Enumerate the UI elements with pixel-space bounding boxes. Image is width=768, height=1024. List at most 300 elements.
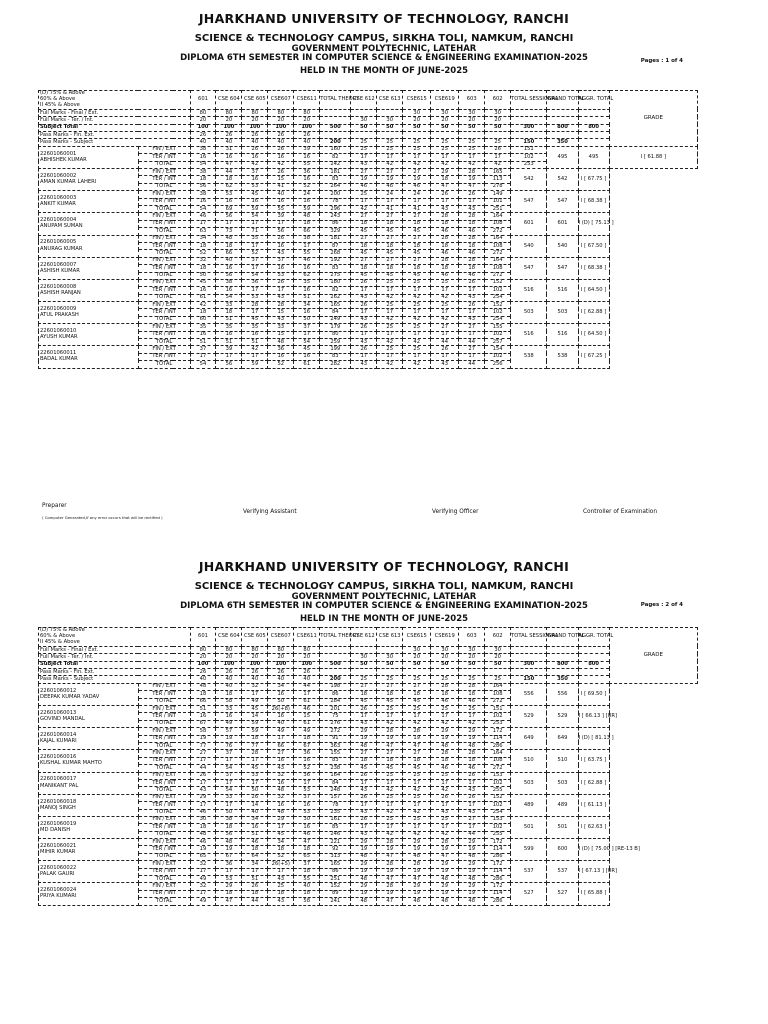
mark-cell: 42 xyxy=(377,316,403,323)
mark-cell: 51 xyxy=(216,316,242,323)
mark-cell: 44 xyxy=(431,339,459,346)
mark-cell: 48 xyxy=(294,213,320,220)
mark-cell: 276 xyxy=(320,720,351,727)
mark-cell: 36 xyxy=(216,861,242,868)
mark-cell: 17 xyxy=(431,802,459,809)
mark-cell: 51 xyxy=(216,339,242,346)
grade: I [ 61.88 ] xyxy=(609,146,697,168)
mark-cell: 48 xyxy=(459,898,485,905)
mark-cell: 17 xyxy=(351,198,377,205)
mark-cell: 254 xyxy=(485,294,511,301)
info-row-label: Pass Marks - Fin. Ext. xyxy=(39,132,191,139)
info-cell: 100 xyxy=(216,124,242,131)
mark-cell: 16 xyxy=(242,154,268,161)
mark-cell: 17 xyxy=(351,287,377,294)
mark-cell: 27 xyxy=(377,235,403,242)
info-cell: 25 xyxy=(377,139,403,146)
row-type-label: FIN / EXT xyxy=(138,346,190,353)
column-header: CSE615 xyxy=(403,91,431,110)
mark-cell: 25 xyxy=(403,794,431,801)
mark-cell: 17 xyxy=(351,802,377,809)
mark-cell: 48 xyxy=(351,742,377,749)
info-cell: 40 xyxy=(242,676,268,683)
mark-cell: 42 xyxy=(485,161,511,168)
mark-cell: 16 xyxy=(216,331,242,338)
mark-cell: 17 xyxy=(294,242,320,249)
mark-cell: 17 xyxy=(216,802,242,809)
mark-cell: 16 xyxy=(268,353,294,360)
mark-cell: 86 xyxy=(320,868,351,875)
grand-total: 556 xyxy=(511,683,547,705)
mark-cell: 26 xyxy=(268,279,294,286)
mark-cell: 37 xyxy=(190,346,216,353)
student-cell xyxy=(39,683,139,705)
mark-cell: 34 xyxy=(190,235,216,242)
grand-total: 516 xyxy=(511,279,547,301)
mark-cell: 17 xyxy=(216,868,242,875)
row-type-label: TOTAL xyxy=(138,228,190,235)
mark-cell: 17 xyxy=(190,890,216,897)
mark-cell: 31 xyxy=(216,146,242,153)
mark-cell: 52 xyxy=(294,183,320,190)
mark-cell: 26 xyxy=(459,772,485,779)
mark-cell: 46 xyxy=(294,257,320,264)
info-row xyxy=(39,139,698,146)
mark-cell: 160 xyxy=(320,146,351,153)
mark-cell: 18 xyxy=(294,890,320,897)
mark-cell: 33 xyxy=(216,706,242,713)
mark-cell: 45 xyxy=(403,765,431,772)
mark-cell: 34 xyxy=(294,302,320,309)
mark-cell: 29 xyxy=(431,169,459,176)
mark-cell: 45 xyxy=(403,272,431,279)
info-cell: 500 xyxy=(320,661,351,668)
mark-cell: 43 xyxy=(351,161,377,168)
info-cell: 50 xyxy=(377,124,403,131)
mark-cell: 82 xyxy=(320,154,351,161)
mark-cell: 33 xyxy=(268,324,294,331)
info-aggr-total xyxy=(578,669,609,676)
mark-cell: 18 xyxy=(431,691,459,698)
mark-cell: 45 xyxy=(377,698,403,705)
mark-cell: 47 xyxy=(403,742,431,749)
mark-cell: 19 xyxy=(351,176,377,183)
row-type-label: TER / INT xyxy=(138,713,190,720)
mark-cell: 38 xyxy=(216,279,242,286)
mark-cell: 17 xyxy=(459,353,485,360)
mark-cell: 45 xyxy=(377,250,403,257)
mark-cell: 19 xyxy=(431,846,459,853)
mark-cell: 241 xyxy=(320,898,351,905)
mark-cell: 28 xyxy=(459,683,485,690)
row-type-label: FIN / EXT xyxy=(138,257,190,264)
mark-cell: 45 xyxy=(351,765,377,772)
info-cell: 40 xyxy=(268,676,294,683)
mark-cell: 172 xyxy=(485,839,511,846)
mark-cell: 46 xyxy=(377,183,403,190)
mark-cell: 18 xyxy=(431,220,459,227)
mark-cell: 45 xyxy=(294,346,320,353)
mark-cell: 45 xyxy=(242,316,268,323)
mark-cell: 42 xyxy=(459,161,485,168)
info-cell xyxy=(511,132,547,139)
mark-cell: 66 xyxy=(294,228,320,235)
mark-cell: 45 xyxy=(377,228,403,235)
mark-cell: 43 xyxy=(431,361,459,368)
mark-cell: 108 xyxy=(485,242,511,249)
mark-cell: 53 xyxy=(242,294,268,301)
mark-cell: 29 xyxy=(459,839,485,846)
legend-line: (D) 75% & Above xyxy=(40,627,85,633)
info-cell: 100 xyxy=(190,124,216,131)
mark-cell: 45 xyxy=(268,831,294,838)
mark-cell: 53 xyxy=(216,876,242,883)
info-cell: 40 xyxy=(216,676,242,683)
row-type-label: FIN / EXT xyxy=(138,728,190,735)
info-cell: 100 xyxy=(242,124,268,131)
mark-cell: 27 xyxy=(403,257,431,264)
mark-cell: 18 xyxy=(403,265,431,272)
mark-cell: 272 xyxy=(485,272,511,279)
grand-total: 527 xyxy=(511,883,547,905)
aggr-total: 495 xyxy=(578,146,609,168)
info-grand-total xyxy=(547,669,578,676)
row-type-label: TOTAL xyxy=(138,853,190,860)
mark-cell: 26 xyxy=(459,302,485,309)
info-row-label: Full Marks - Ter. / Int. xyxy=(39,654,191,661)
info-cell: 26 xyxy=(190,669,216,676)
mark-cell: 17 xyxy=(190,220,216,227)
mark-cell: 18 xyxy=(403,691,431,698)
row-type-label: TOTAL xyxy=(138,316,190,323)
mark-cell: 18 xyxy=(216,242,242,249)
column-header: 601 xyxy=(190,628,216,647)
mark-cell: 16 xyxy=(294,757,320,764)
roll-number: 22601060021 xyxy=(40,842,77,849)
info-row xyxy=(39,654,698,661)
mark-cell: 17 xyxy=(459,331,485,338)
student-row xyxy=(39,324,698,331)
mark-cell: 48 xyxy=(431,876,459,883)
mark-cell: 50 xyxy=(294,316,320,323)
grade: I [ 61.13 ] xyxy=(578,794,609,816)
mark-cell: 18 xyxy=(377,265,403,272)
mark-cell: 41 xyxy=(377,205,403,212)
info-row-label: Pass Marks - Subject xyxy=(39,676,191,683)
mark-cell: 66 xyxy=(216,250,242,257)
mark-cell: 19 xyxy=(377,176,403,183)
info-cell: 80 xyxy=(242,109,268,116)
mark-cell: 28 xyxy=(242,750,268,757)
mark-cell: 113 xyxy=(485,176,511,183)
student-cell xyxy=(39,728,139,750)
mark-cell: 45 xyxy=(190,279,216,286)
mark-cell: 35 xyxy=(190,324,216,331)
mark-cell: 48 xyxy=(431,898,459,905)
student-row xyxy=(39,728,698,735)
mark-cell: 17 xyxy=(459,154,485,161)
info-cell: 20 xyxy=(403,654,431,661)
mark-cell: 286 xyxy=(485,853,511,860)
column-header: 601 xyxy=(190,91,216,110)
info-cell xyxy=(351,646,377,653)
aggr-total: 649 xyxy=(547,728,578,750)
info-cell: 30 xyxy=(377,654,403,661)
student-row xyxy=(39,146,698,153)
student-row xyxy=(39,839,698,846)
mark-cell: 18 xyxy=(268,890,294,897)
mark-cell: 25 xyxy=(403,324,431,331)
grand-total: 547 xyxy=(511,191,547,213)
info-cell xyxy=(377,132,403,139)
mark-cell: 42 xyxy=(377,294,403,301)
mark-cell: 34 xyxy=(268,839,294,846)
info-aggr-total xyxy=(578,117,609,124)
mark-cell: 16 xyxy=(216,265,242,272)
mark-cell: 154 xyxy=(485,346,511,353)
mark-cell: 15 xyxy=(294,713,320,720)
mark-cell: 42 xyxy=(403,316,431,323)
mark-cell: 47 xyxy=(431,183,459,190)
mark-cell: 46 xyxy=(190,839,216,846)
mark-cell: 29 xyxy=(403,883,431,890)
mark-cell: 54 xyxy=(190,161,216,168)
student-cell xyxy=(39,235,139,257)
info-cell: 25 xyxy=(403,139,431,146)
info-row xyxy=(39,109,698,116)
mark-cell: 25 xyxy=(377,816,403,823)
page-number: Pages : 1 of 4 xyxy=(640,58,683,64)
mark-cell: 53 xyxy=(294,809,320,816)
student-row xyxy=(39,883,698,890)
mark-cell: 43 xyxy=(351,361,377,368)
info-row-label: Full Marks - Final / Ext. xyxy=(39,109,191,116)
mark-cell: 272 xyxy=(485,698,511,705)
grade: I [ 63.75 ] xyxy=(578,750,609,772)
mark-cell: 28 xyxy=(268,302,294,309)
info-cell xyxy=(320,132,351,139)
mark-cell: 28 xyxy=(377,728,403,735)
info-cell: 26 xyxy=(216,669,242,676)
grand-total: 601 xyxy=(511,213,547,235)
mark-cell: 28 xyxy=(459,235,485,242)
mark-cell: 49 xyxy=(216,720,242,727)
mark-cell: 42 xyxy=(403,720,431,727)
mark-cell: 25 xyxy=(403,146,431,153)
mark-cell: 64 xyxy=(242,853,268,860)
university-title: JHARKHAND UNIVERSITY OF TECHNOLOGY, RANCHI xyxy=(198,559,570,574)
mark-cell: 49 xyxy=(242,698,268,705)
mark-cell: 264 xyxy=(320,183,351,190)
mark-cell: 36 xyxy=(294,169,320,176)
mark-cell: 19 xyxy=(377,735,403,742)
mark-cell: 62 xyxy=(294,272,320,279)
info-cell: 80 xyxy=(268,646,294,653)
info-cell xyxy=(320,646,351,653)
mark-cell: 52 xyxy=(268,853,294,860)
mark-cell: 157 xyxy=(320,794,351,801)
mark-cell: 27 xyxy=(377,213,403,220)
info-cell xyxy=(511,646,547,653)
mark-cell: 161 xyxy=(320,816,351,823)
mark-cell: 26 xyxy=(242,146,268,153)
roll-number: 22601060012 xyxy=(40,687,77,694)
mark-cell: 56 xyxy=(216,831,242,838)
aggr-total: 489 xyxy=(547,794,578,816)
mark-cell: 17 xyxy=(377,198,403,205)
mark-cell: 38 xyxy=(190,169,216,176)
mark-cell: 254 xyxy=(485,316,511,323)
info-cell xyxy=(377,109,403,116)
student-row xyxy=(39,302,698,309)
mark-cell: 235 xyxy=(320,809,351,816)
mark-cell: 43 xyxy=(351,787,377,794)
mark-cell: 15 xyxy=(268,176,294,183)
mark-cell: 27 xyxy=(351,169,377,176)
student-cell xyxy=(39,750,139,772)
mark-cell: 18 xyxy=(431,242,459,249)
mark-cell: 262 xyxy=(320,294,351,301)
mark-cell: 18 xyxy=(351,757,377,764)
row-type-label: TOTAL xyxy=(138,205,190,212)
info-cell: 20 xyxy=(431,117,459,124)
row-type-label: TOTAL xyxy=(138,183,190,190)
mark-cell: 46 xyxy=(459,228,485,235)
info-cell xyxy=(351,669,377,676)
mark-cell: 17 xyxy=(268,735,294,742)
mark-cell: 286 xyxy=(485,898,511,905)
mark-cell: 43 xyxy=(351,294,377,301)
info-cell: 20 xyxy=(242,654,268,661)
info-cell: 30 xyxy=(403,109,431,116)
info-cell: 26 xyxy=(242,132,268,139)
roll-number: 22601060019 xyxy=(40,820,77,827)
info-row xyxy=(39,646,698,653)
column-header: CSE611 xyxy=(294,91,320,110)
info-cell: 25 xyxy=(351,676,377,683)
mark-cell: 221 xyxy=(320,839,351,846)
info-cell: 50 xyxy=(403,661,431,668)
info-cell: 25 xyxy=(351,139,377,146)
student-row xyxy=(39,772,698,779)
mark-cell: 17 xyxy=(351,713,377,720)
mark-cell: 286 xyxy=(485,876,511,883)
mark-cell: 17 xyxy=(431,287,459,294)
mark-cell: 27 xyxy=(351,257,377,264)
column-header: CSE 604 xyxy=(216,91,242,110)
mark-cell: 25 xyxy=(268,883,294,890)
row-type-label: FIN / EXT xyxy=(138,302,190,309)
mark-cell: 38 xyxy=(216,816,242,823)
student-row xyxy=(39,706,698,713)
mark-cell: 275 xyxy=(320,272,351,279)
mark-cell: 17 xyxy=(377,287,403,294)
mark-cell: 73 xyxy=(216,228,242,235)
student-name: PRIYA KUMARI xyxy=(40,893,77,900)
mark-cell: 25 xyxy=(403,279,431,286)
column-header: CSE615 xyxy=(403,628,431,647)
roll-number: 22601060001 xyxy=(40,150,77,157)
mark-cell: 28 xyxy=(403,728,431,735)
grand-total: 503 xyxy=(511,772,547,794)
info-cell: 100 xyxy=(242,661,268,668)
mark-cell: 17 xyxy=(403,287,431,294)
mark-cell: 17 xyxy=(294,691,320,698)
mark-cell: 172 xyxy=(485,883,511,890)
mark-cell: 42 xyxy=(431,161,459,168)
mark-cell: 164 xyxy=(485,257,511,264)
mark-cell: 114 xyxy=(485,846,511,853)
aggr-total: 556 xyxy=(547,683,578,705)
mark-cell: 25 xyxy=(403,706,431,713)
mark-cell: 27 xyxy=(377,169,403,176)
aggr-total: 537 xyxy=(547,861,578,883)
mark-cell: 25 xyxy=(431,706,459,713)
mark-cell: 42 xyxy=(403,294,431,301)
mark-cell: 27 xyxy=(268,750,294,757)
aggr-total: 600 xyxy=(547,839,578,861)
mark-cell: 48 xyxy=(351,876,377,883)
mark-cell: 89 xyxy=(320,890,351,897)
mark-cell: 255 xyxy=(485,787,511,794)
info-cell: 20 xyxy=(485,117,511,124)
mark-cell: 16 xyxy=(294,802,320,809)
aggr-total: 516 xyxy=(547,324,578,346)
mark-cell: 86 xyxy=(320,691,351,698)
student-name: DEEPAK KUMAR YADAV xyxy=(40,693,100,700)
mark-cell: 16 xyxy=(294,824,320,831)
info-cell: 40 xyxy=(216,139,242,146)
row-type-label: TOTAL xyxy=(138,876,190,883)
mark-cell: 55 xyxy=(268,205,294,212)
mark-cell: 253 xyxy=(511,161,547,168)
mark-cell: 102 xyxy=(485,331,511,338)
mark-cell: 164 xyxy=(485,235,511,242)
mark-cell: 45 xyxy=(351,698,377,705)
row-type-label: FIN / EXT xyxy=(138,794,190,801)
mark-cell: 26 xyxy=(351,794,377,801)
info-cell: 25 xyxy=(431,139,459,146)
mark-cell: 28 xyxy=(403,861,431,868)
mark-cell: 35 xyxy=(216,324,242,331)
info-cell: 30 xyxy=(459,646,485,653)
mark-cell: 36 xyxy=(294,750,320,757)
info-cell: 100 xyxy=(216,661,242,668)
mark-cell: 17 xyxy=(216,220,242,227)
mark-cell: 102 xyxy=(485,287,511,294)
info-cell: 26 xyxy=(268,669,294,676)
roll-number: 22601060011 xyxy=(40,350,77,357)
mark-cell: 17 xyxy=(242,287,268,294)
mark-cell: 17 xyxy=(403,309,431,316)
student-cell xyxy=(39,279,139,301)
mark-cell: 272 xyxy=(485,250,511,257)
mark-cell: 18 xyxy=(242,846,268,853)
mark-cell: 17 xyxy=(294,779,320,786)
mark-cell: 16 xyxy=(268,713,294,720)
mark-cell: 47 xyxy=(216,898,242,905)
mark-cell: 51 xyxy=(242,831,268,838)
info-cell: 26 xyxy=(190,132,216,139)
mark-cell: 46 xyxy=(459,698,485,705)
mark-cell: 27 xyxy=(377,750,403,757)
mark-cell: 19 xyxy=(403,846,431,853)
mark-cell: 17 xyxy=(351,331,377,338)
mark-cell: 25 xyxy=(377,772,403,779)
mark-cell: 18 xyxy=(351,220,377,227)
mark-cell: 34 xyxy=(268,683,294,690)
mark-cell: 151 xyxy=(511,146,547,153)
